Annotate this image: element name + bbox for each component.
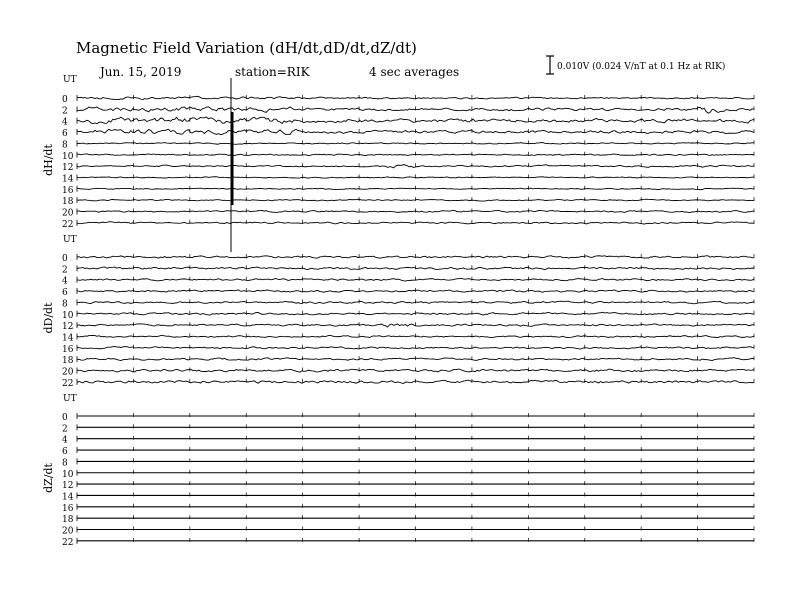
row-label-ut-12: 12 [62, 322, 74, 333]
row-label-ut-16: 16 [62, 503, 74, 514]
panel-rows [62, 413, 754, 548]
panel-ylabel: dD/dt [42, 302, 55, 334]
row-label-ut-8: 8 [62, 140, 68, 151]
panel-dz-dt [42, 394, 754, 548]
row-label-ut-12: 12 [62, 163, 74, 174]
figure-title: Magnetic Field Variation (dH/dt,dD/dt,dZ/dt) [76, 39, 417, 57]
row-label-ut-10: 10 [62, 151, 74, 162]
row-label-ut-12: 12 [62, 481, 74, 492]
row-label-ut-18: 18 [62, 197, 74, 208]
row-label-ut-16: 16 [62, 185, 74, 196]
row-label-ut-4: 4 [62, 435, 68, 446]
row-label-ut-4: 4 [62, 117, 68, 128]
row-label-ut-16: 16 [62, 344, 74, 355]
panel-rows [62, 254, 754, 389]
row-label-ut-18: 18 [62, 515, 74, 526]
row-label-ut-8: 8 [62, 458, 68, 469]
row-label-ut-14: 14 [62, 174, 74, 185]
time-marker [231, 78, 232, 252]
panel-dd-dt [42, 235, 754, 389]
averaging-label: 4 sec averages [369, 65, 460, 79]
row-label-ut-8: 8 [62, 299, 68, 310]
panel-ut-label: UT [63, 75, 77, 85]
row-label-ut-20: 20 [62, 367, 74, 378]
row-label-ut-22: 22 [62, 537, 74, 548]
row-label-ut-0: 0 [62, 413, 68, 423]
row-label-ut-14: 14 [62, 333, 74, 344]
station-label: station=RIK [235, 65, 310, 79]
row-label-ut-6: 6 [62, 447, 68, 458]
panel-ylabel: dZ/dt [42, 463, 55, 493]
panel-rows [62, 95, 754, 230]
row-label-ut-22: 22 [62, 219, 74, 230]
panel-ut-label: UT [63, 394, 77, 404]
row-label-ut-10: 10 [62, 310, 74, 321]
row-label-ut-20: 20 [62, 526, 74, 537]
date-label: Jun. 15, 2019 [100, 65, 182, 79]
row-label-ut-2: 2 [62, 424, 68, 435]
row-label-ut-20: 20 [62, 208, 74, 219]
panel-ylabel: dH/dt [42, 144, 55, 176]
row-label-ut-22: 22 [62, 378, 74, 389]
row-label-ut-14: 14 [62, 492, 74, 503]
row-label-ut-6: 6 [62, 129, 68, 140]
scale-bar [546, 56, 725, 74]
row-label-ut-18: 18 [62, 356, 74, 367]
row-label-ut-6: 6 [62, 288, 68, 299]
row-label-ut-10: 10 [62, 469, 74, 480]
row-label-ut-0: 0 [62, 254, 68, 264]
panel-dh-dt [42, 75, 754, 230]
row-label-ut-2: 2 [62, 106, 68, 117]
row-label-ut-0: 0 [62, 95, 68, 105]
row-label-ut-2: 2 [62, 265, 68, 276]
row-label-ut-4: 4 [62, 276, 68, 287]
panel-ut-label: UT [63, 235, 77, 245]
scale-bar-label: 0.010V (0.024 V/nT at 0.1 Hz at RIK) [557, 62, 726, 72]
